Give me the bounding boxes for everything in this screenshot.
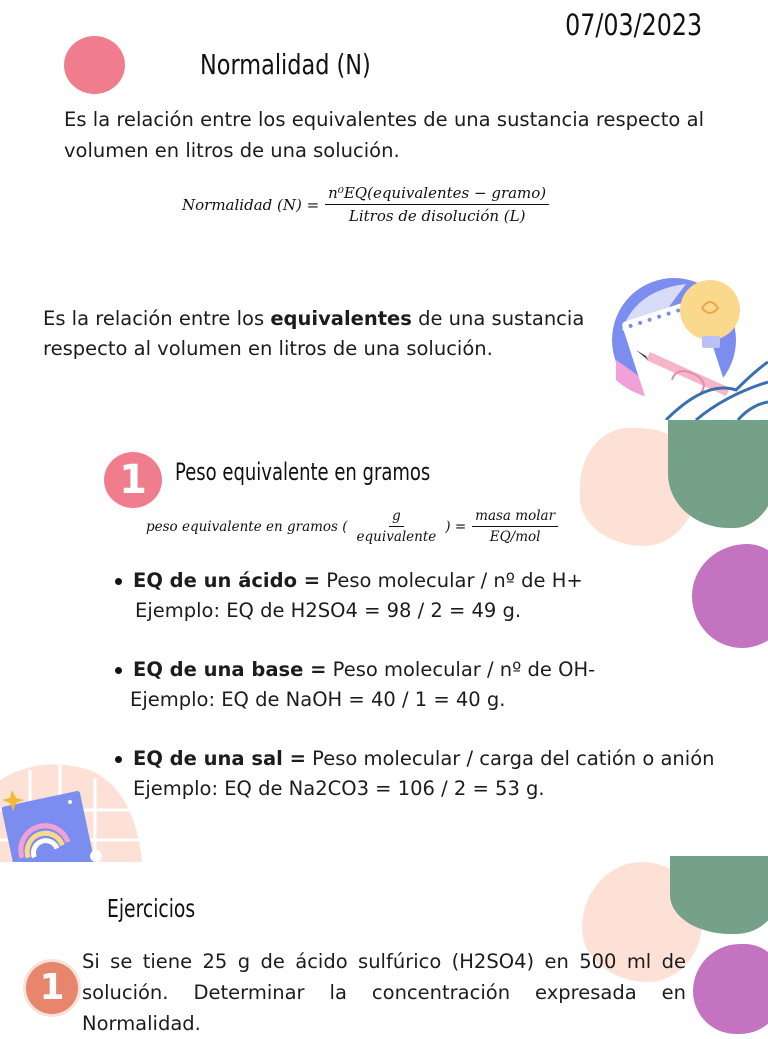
exercise-line: solución. Determinar la concentración expresada en <box>82 981 686 1004</box>
bullet-text: Peso molecular / nº de H+ <box>320 569 583 592</box>
pink-circle-decoration <box>64 36 125 94</box>
formula-lhs: Normalidad (N) = <box>182 195 320 214</box>
exercise-number-badge: 1 <box>26 962 78 1014</box>
definition-text-end: de una sustancia respecto al volumen en litros de una solución. <box>43 307 585 360</box>
exercise-line: Si se tiene 25 g de ácido sulfúrico (H2SO4) en 500 ml de <box>82 950 686 973</box>
page-date: 07/03/2023 <box>564 8 702 42</box>
normality-formula <box>182 184 549 225</box>
equivalent-weight-formula <box>146 508 558 545</box>
bullet-label: EQ de un ácido = <box>133 569 321 592</box>
section-heading: Peso equivalente en gramos <box>175 458 431 486</box>
list-item <box>112 566 732 596</box>
bullet-example: Ejemplo: EQ de H2SO4 = 98 / 2 = 49 g. <box>135 599 522 622</box>
formula2-inner-fraction <box>354 508 440 545</box>
rainbow-card-illustration <box>0 760 142 862</box>
list-item <box>112 744 732 774</box>
bullet-text: Peso molecular / carga del catión o anión <box>305 747 715 770</box>
formula-numerator: n⁰EQ(equivalentes − gramo) <box>325 184 549 205</box>
list-item <box>112 655 732 685</box>
exercises-heading: Ejercicios <box>107 894 196 923</box>
formula-denominator: Litros de disolución (L) <box>348 207 526 225</box>
page-title: Normalidad (N) <box>200 48 371 81</box>
formula2-rhs-num: masa molar <box>472 508 558 527</box>
bullet-example: Ejemplo: EQ de NaOH = 40 / 1 = 40 g. <box>130 688 506 711</box>
formula2-inner-den: equivalente <box>356 529 437 545</box>
lightbulb-notebook-illustration <box>606 270 768 420</box>
definition-paragraph <box>43 304 603 364</box>
purple-blob-decoration-2 <box>693 944 768 1034</box>
bullet-example: Ejemplo: EQ de Na2CO3 = 106 / 2 = 53 g. <box>133 777 545 800</box>
definition-bold-term: equivalentes <box>270 307 412 330</box>
bullet-list <box>112 566 732 804</box>
bullet-label: EQ de una sal = <box>133 747 306 770</box>
definition-text-start: Es la relación entre los <box>43 307 271 330</box>
formula-fraction <box>325 184 549 225</box>
exercise-text <box>82 946 686 1039</box>
formula2-rhs-fraction <box>472 508 558 545</box>
formula2-lhs: peso equivalente en gramos ( <box>146 518 348 535</box>
formula2-rhs-den: EQ/mol <box>489 529 541 545</box>
formula2-mid: ) = <box>445 518 467 535</box>
formula2-inner-num: g <box>389 508 404 527</box>
section-number-badge: 1 <box>104 452 162 508</box>
bullet-text: Peso molecular / nº de OH- <box>326 658 596 681</box>
bullet-label: EQ de una base = <box>133 658 327 681</box>
intro-paragraph: Es la relación entre los equivalentes de una sustancia respecto al volumen en litros de una solución. <box>64 108 704 162</box>
exercise-line: Normalidad. <box>82 1012 201 1035</box>
